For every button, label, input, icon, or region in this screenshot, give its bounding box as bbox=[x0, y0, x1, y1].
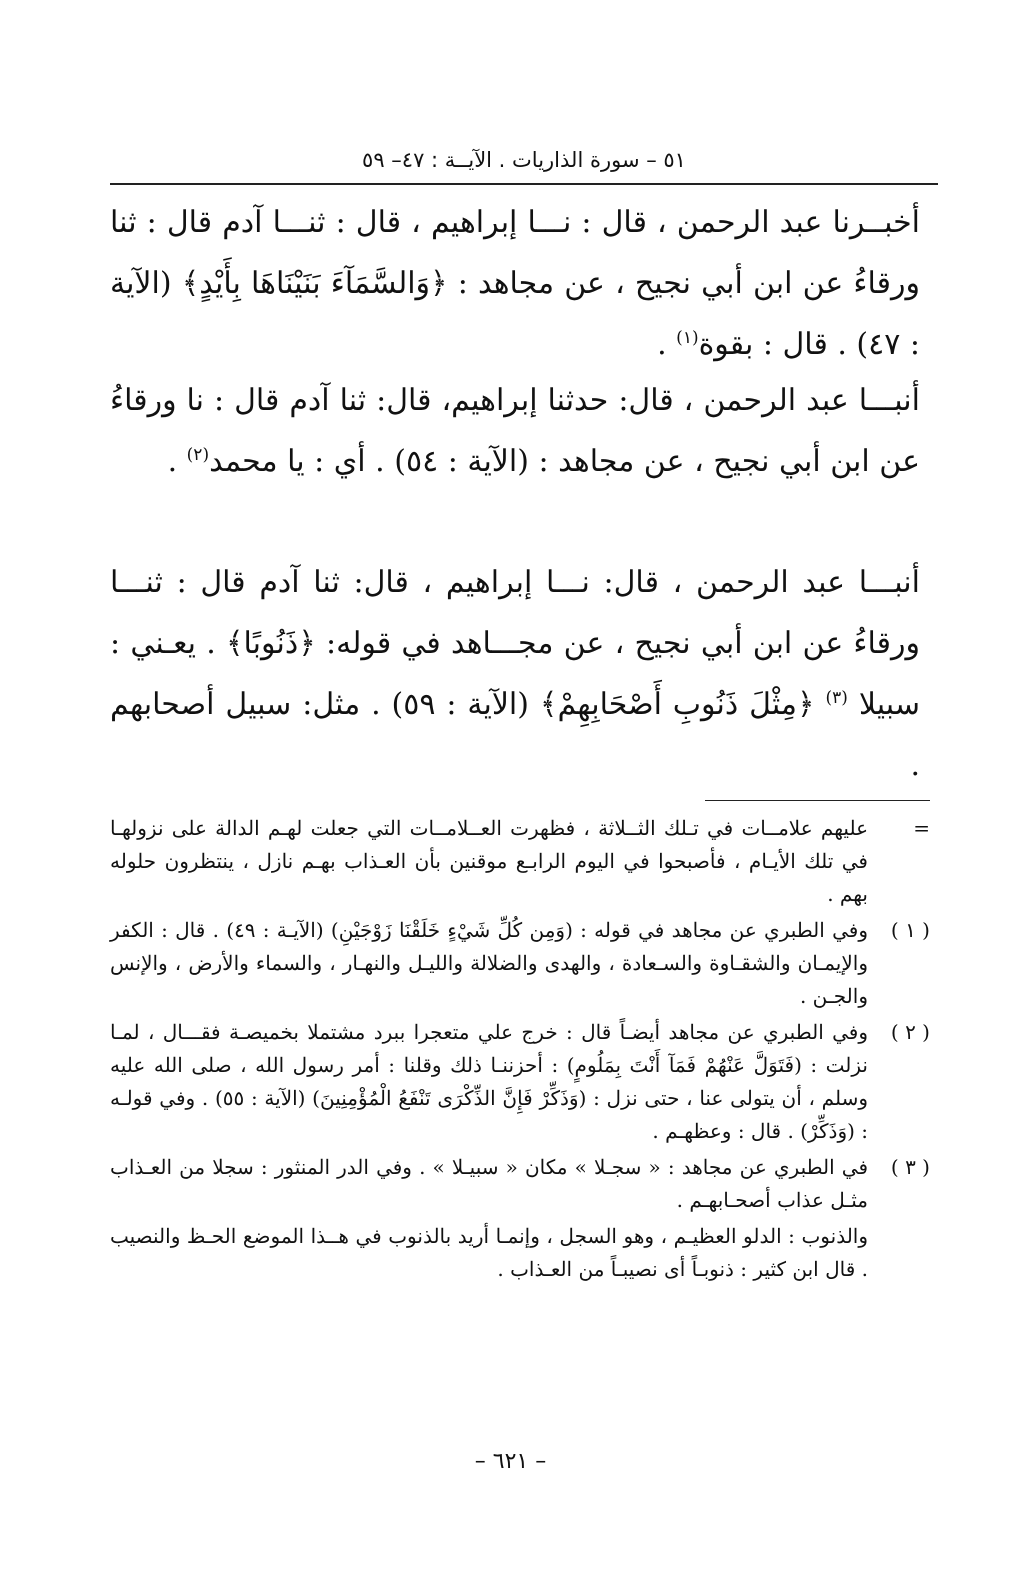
footnote-number: ( ١ ) bbox=[890, 918, 930, 942]
paragraph-1: أخبــرنا عبد الرحمن ، قال : نـــا إبراهيم ، قال : ثنـــا آدم قال : ثنا ورقاءُ عن ابن أبي نجيح ، عن مجاهد : ﴿وَالسَّمَآءَ بَنَيْنَاهَا بِأَيْدٍ﴾ (الآية : ٤٧) . قال : بقوة$^{(١)}$ . bbox=[110, 205, 920, 362]
footnote-text: عليهم علامــات في تـلك الثــلاثة ، فظهرت العــلامــات التي جعلت لهـم الدالة على نزولهـا في تلك الأيـام ، فأصبحوا في اليوم الرابـع موقنين بأن العـذاب بهـم نازل ، ينتظرون حلوله بهم . bbox=[110, 816, 868, 906]
footnote-continued bbox=[110, 812, 930, 911]
footnote-2 bbox=[110, 1016, 930, 1148]
footnote-number: ( ٢ ) bbox=[890, 1020, 930, 1044]
page-number: – ٦٢١ – bbox=[474, 1449, 547, 1474]
footnote-3 bbox=[110, 1151, 930, 1217]
footnote-text: وفي الطبري عن مجاهد أيضـاً قال : خرج علي متعجرا ببرد مشتملا بخميصـة فقـــال ، لمـا نزلت : (فَتَوَلَّ عَنْهُمْ فَمَآ أَنْتَ بِمَلُومٍ) : أحزننـا ذلك وقلنا : أمر رسول الله ، صلى الله عليه وسلم ، أن يتولى عنا ، حتى نزل : (وَذَكِّرْ فَإِنَّ الذِّكْرَى تَنْفَعُ الْمُؤْمِنِينَ) (الآية : ٥٥) . وفي قولـه : (وَذَكِّرْ) . قال : وعظهـم . bbox=[110, 1020, 868, 1143]
footnote-text: والذنوب : الدلو العظيـم ، وهو السجل ، وإنمـا أريد بالذنوب في هــذا الموضع الحـظ والنصيب . قال ابن كثير : ذنوبـاً أى نصيبـاً من العـذاب . bbox=[110, 1224, 868, 1281]
paragraph-3-text-a: أنبـــا عبد الرحمن ، قال: نـــا إبراهيم ، قال: ثنا آدم قال : ثنـــا ورقاءُ عن ابن أبي نجيح ، عن مجـــاهد في قوله: ﴿ذَنُوبًا﴾ . يعـني : سبيلا bbox=[110, 565, 920, 722]
paragraph-3-text-b: ﴿مِثْلَ ذَنُوبِ أَصْحَابِهِمْ﴾ (الآية : ٥٩) . مثل: سبيل أصحابهم . bbox=[110, 687, 920, 783]
running-header: ٥١ – سورة الذاريات . الآيــة : ٤٧– ٥٩ bbox=[362, 148, 686, 172]
footnote-ref-3[interactable]: (٣) bbox=[825, 688, 848, 708]
footnote-text: في الطبري عن مجاهد : « سجـلا » مكان « سبيـلا » . وفي الدر المنثور : سجلا من العـذاب مثـل عذاب أصحـابهـم . bbox=[110, 1155, 868, 1212]
footnote-ref-2[interactable]: (٢) bbox=[186, 445, 210, 465]
header-rule bbox=[110, 183, 938, 185]
footnote-text: وفي الطبري عن مجاهد في قوله : (وَمِن كُلِّ شَيْءٍ خَلَقْنَا زَوْجَيْنِ) (الآيـة : ٤٩) . قال : الكفر والإيمـان والشقـاوة والسـعادة ، والهدى والضلالة والليـل والنهـار ، والسماء والأرض ، والإنس والجـن . bbox=[110, 918, 868, 1008]
paragraph-1-text: أخبــرنا عبد الرحمن ، قال : نـــا إبراهيم ، قال : ثنـــا آدم قال : ثنا ورقاءُ عن ابن أبي نجيح ، عن مجاهد : ﴿وَالسَّمَآءَ بَنَيْنَاهَا بِأَيْدٍ﴾ (الآية : ٤٧) . قال : بقوة bbox=[110, 205, 920, 362]
paragraph-2-text: أنبـــا عبد الرحمن ، قال: حدثنا إبراهيم، قال: ثنا آدم قال : نا ورقاءُ عن ابن أبي نجيح ، عن مجاهد : (الآية : ٥٤) . أي : يا محمد bbox=[110, 383, 920, 479]
paragraph-3 bbox=[110, 552, 920, 796]
footnote-marker: = bbox=[913, 816, 930, 840]
footnote-1 bbox=[110, 914, 930, 1013]
footnote-3-continued bbox=[110, 1220, 930, 1286]
footnote-ref-1[interactable]: (١) bbox=[676, 328, 699, 348]
footnote-rule bbox=[705, 800, 930, 801]
paragraph-2: أنبـــا عبد الرحمن ، قال: حدثنا إبراهيم، قال: ثنا آدم قال : نا ورقاءُ عن ابن أبي نجيح ، عن مجاهد : (الآية : ٥٤) . أي : يا محمد$^{(٢)}$ . bbox=[110, 383, 920, 479]
footnotes bbox=[110, 812, 930, 1289]
footnote-number: ( ٣ ) bbox=[890, 1155, 930, 1179]
